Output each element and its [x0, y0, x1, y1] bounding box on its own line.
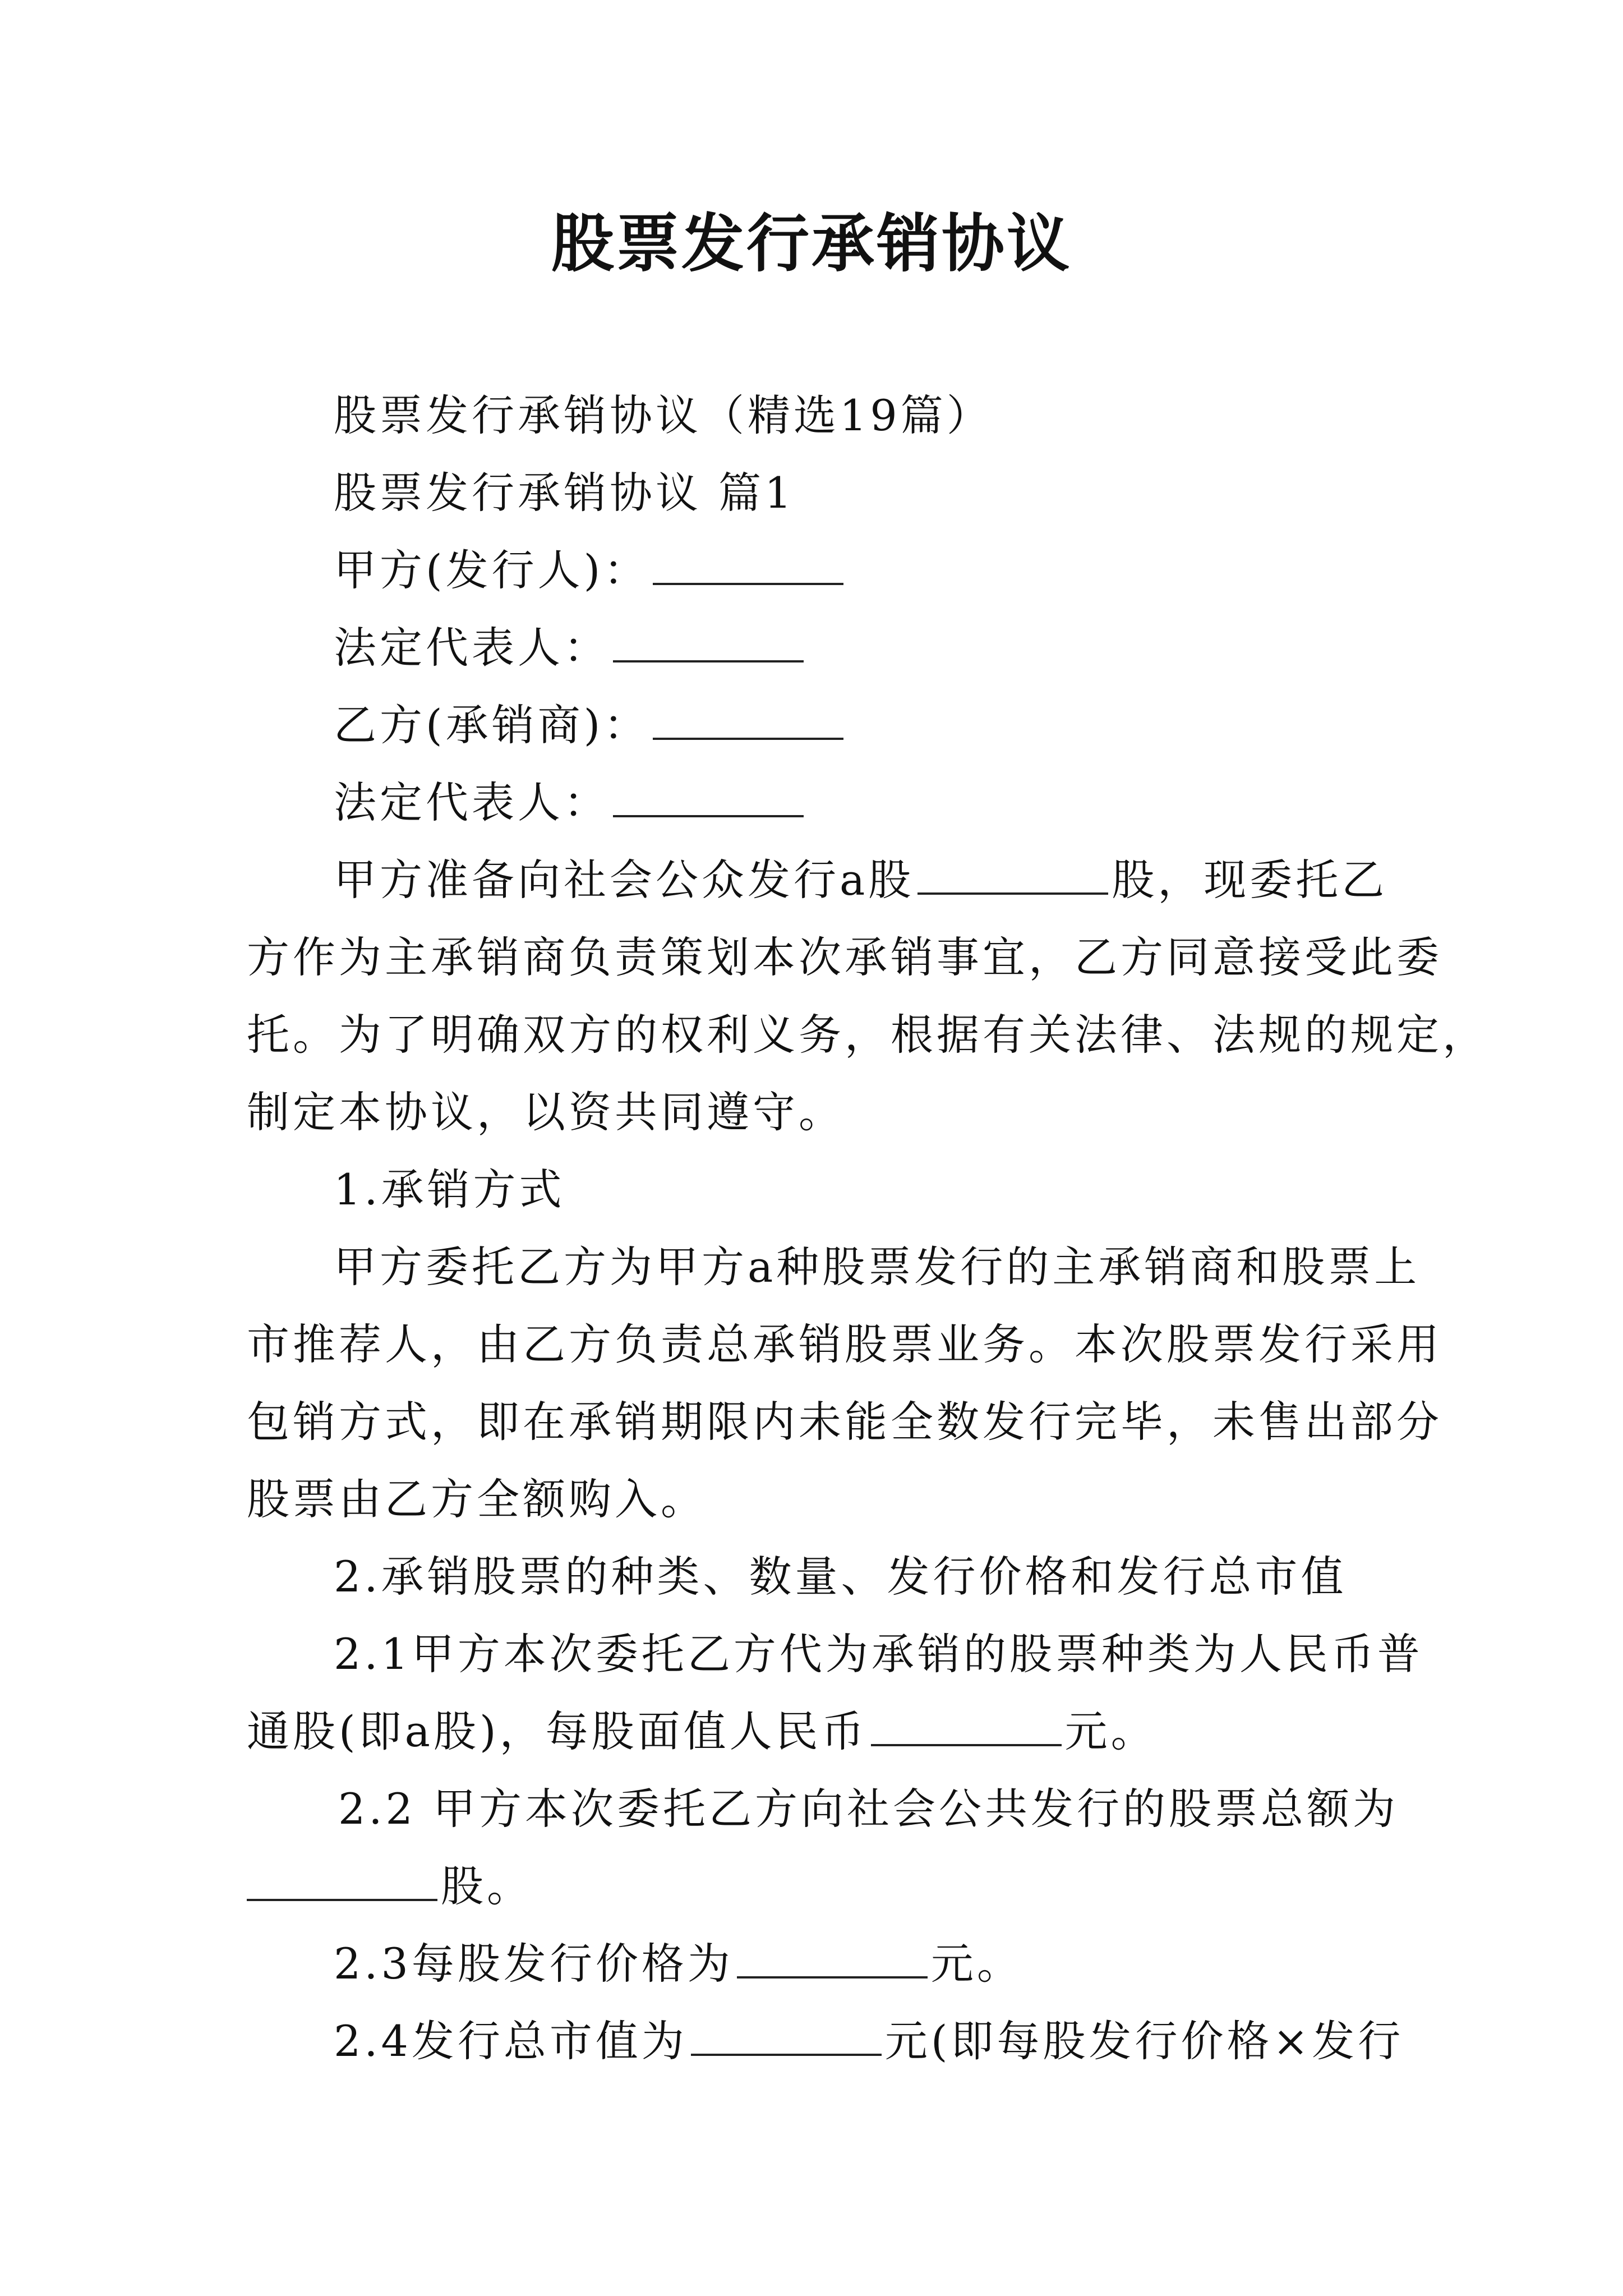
clause-2-4-line	[334, 2003, 1404, 2080]
clause-2-2-line-1: 2.2 甲方本次委托乙方向社会公共发行的股票总额为	[338, 1784, 1399, 1834]
party-a-line	[334, 532, 847, 609]
intro-shares-blank	[917, 890, 1108, 895]
section-1-line-3: 包销方式，即在承销期限内未能全数发行完毕，未售出部分	[247, 1397, 1442, 1447]
subtitle: 股票发行承销协议（精选19篇）	[334, 390, 993, 440]
intro-line-1	[334, 841, 1387, 919]
party-a-label: 甲方(发行人)：	[334, 545, 650, 595]
section-1-line-2: 市推荐人，由乙方负责总承销股票业务。本次股票发行采用	[247, 1319, 1442, 1369]
rep-2-blank	[613, 813, 804, 817]
par-value-blank	[871, 1742, 1062, 1746]
clause-2-4-text-a: 2.4发行总市值为	[334, 2016, 688, 2066]
intro-line-2: 方作为主承销商负责策划本次承销事宜，乙方同意接受此委	[247, 932, 1442, 982]
clause-2-1-text-a: 通股(即a股)，每股面值人民币	[247, 1706, 868, 1756]
clause-2-1-line-2	[247, 1693, 1157, 1770]
intro-text-1b: 股，现委托乙	[1112, 855, 1388, 905]
clause-2-4-text-b: 元(即每股发行价格×发行	[884, 2016, 1404, 2066]
clause-2-3-text-a: 2.3每股发行价格为	[334, 1939, 734, 1989]
intro-text-1a: 甲方准备向社会公众发行a股	[334, 855, 915, 905]
clause-2-2-line-2	[247, 1848, 533, 1925]
section-2-heading: 2.承销股票的种类、数量、发行价格和发行总市值	[334, 1552, 1347, 1602]
party-b-line	[334, 687, 847, 764]
chapter-heading: 股票发行承销协议 篇1	[334, 468, 795, 518]
rep-1-line	[334, 609, 807, 687]
party-b-blank	[653, 735, 843, 740]
market-value-blank	[691, 2051, 882, 2056]
section-1-heading: 1.承销方式	[334, 1165, 565, 1214]
total-shares-blank	[247, 1897, 437, 1901]
section-1-line-4: 股票由乙方全额购入。	[247, 1474, 707, 1524]
party-a-blank	[653, 581, 843, 585]
clause-2-1-line-1: 2.1甲方本次委托乙方代为承销的股票种类为人民币普	[334, 1629, 1423, 1679]
document-title: 股票发行承销协议	[551, 208, 1072, 280]
clause-2-3-line	[334, 1925, 1023, 2003]
clause-2-2-text: 股。	[441, 1861, 533, 1911]
rep-2-line	[334, 764, 807, 841]
rep-1-label: 法定代表人：	[334, 623, 610, 673]
rep-2-label: 法定代表人：	[334, 777, 610, 827]
intro-line-3: 托。为了明确双方的权利义务，根据有关法律、法规的规定，	[247, 1010, 1488, 1060]
section-1-line-1: 甲方委托乙方为甲方a种股票发行的主承销商和股票上	[334, 1242, 1421, 1292]
clause-2-1-text-b: 元。	[1064, 1706, 1157, 1756]
rep-1-blank	[613, 658, 804, 662]
party-b-label: 乙方(承销商)：	[334, 700, 650, 750]
clause-2-3-text-b: 元。	[930, 1939, 1023, 1989]
intro-line-4: 制定本协议，以资共同遵守。	[247, 1087, 845, 1137]
price-blank	[737, 1974, 928, 1978]
